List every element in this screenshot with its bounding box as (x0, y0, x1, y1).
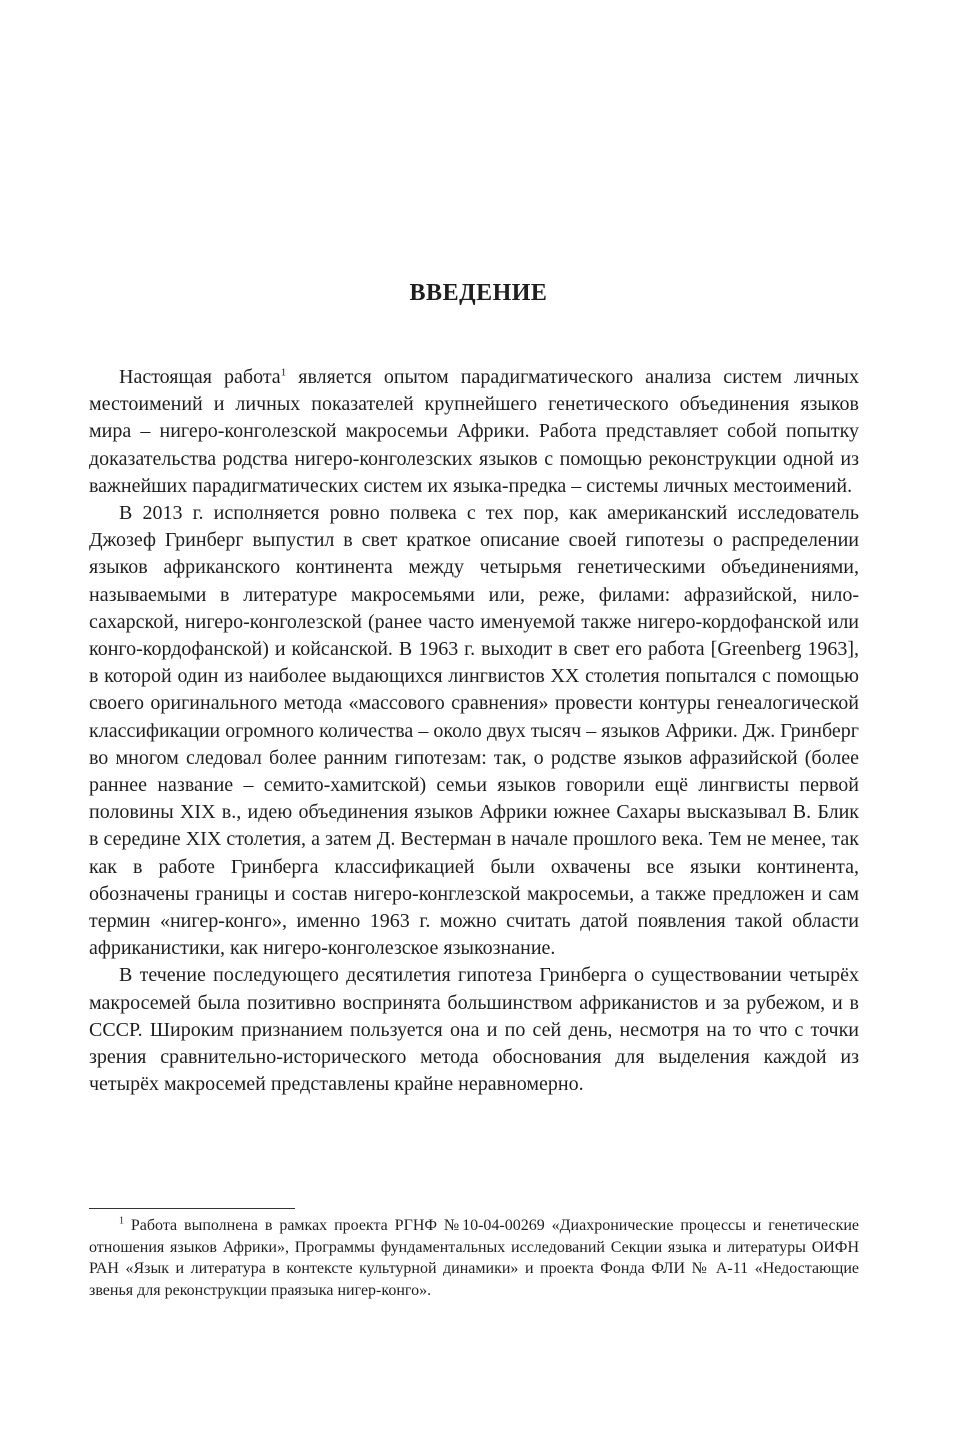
footnote-reference: 1 (280, 366, 287, 379)
paragraph-1-start: Настоящая работа (119, 366, 281, 388)
footnote-marker: 1 (119, 1215, 124, 1227)
chapter-title: ВВЕДЕНИЕ (409, 280, 548, 306)
paragraph-2: В 2013 г. исполняется ровно полвека с тех пор, как американский исследователь Джозеф Гринберг выпустил в свет краткое описание своей гипотезы о распределении языков африканского континента между четырьмя генетическими объединениями, называемыми в литературе макросемьями или, реже, филами: афразийской, нило-сахарской, нигеро-конголезской (ранее часто именуемой также нигеро-кордофанской или конго-кордофанской) и койсанской. В 1963 г. выходит в свет его работа [Greenberg 1963], в которой один из наиболее выдающихся лингвистов XX столетия попытался с помощью своего оригинального метода «массового сравнения» провести контуры генеалогической классификации огромного количества – около двух тысяч – языков Африки. Дж. Гринберг во многом следовал более ранним гипотезам: так, о родстве языков афразийской (более раннее название – семито-хамитской) семьи языков говорили ещё лингвисты первой половины XIX в., идею объединения языков Африки южнее Сахары высказывал В. Блик в середине XIX столетия, а затем Д. Вестерман в начале прошлого века. Тем не менее, так как в работе Гринберга классификацией были охвачены все языки континента, обозначены границы и состав нигеро-конглезской макросемьи, а также предложен и сам термин «нигер-конго», именно 1963 г. можно считать датой появления такой области африканистики, как нигеро-конголезское языкознание. (89, 502, 859, 960)
paragraph-1-rest: является опытом парадигматического анализа систем личных местоимений и личных показателей крупнейшего генетического объединения языков мира – нигеро-конголезской макросемьи Африки. Работа представляет собой попытку доказательства родства нигеро-конголезских языков с помощью реконструкции одной из важнейших парадигматических систем их языка-предка – системы личных местоимений. (89, 366, 859, 497)
footnote-divider (89, 1208, 295, 1209)
footnote-text: Работа выполнена в рамках проекта РГНФ №10-04-00269 «Диахронические процессы и генетические отношения языков Африки», Программы фундаментальных исследований Секции языка и литературы ОИФН РАН «Язык и литература в контексте культурной динамики» и проекта Фонда ФЛИ № А-11 «Недостающие звенья для реконструкции праязыка нигер-конго». (89, 1217, 859, 1299)
footnote (89, 1215, 859, 1301)
main-text (89, 364, 859, 1098)
paragraph-1 (89, 364, 859, 500)
paragraph-3: В течение последующего десятилетия гипотеза Гринберга о существовании четырёх макросемей была позитивно воспринята большинством африканистов и за рубежом, и в СССР. Широким признанием пользуется она и по сей день, несмотря на то что с точки зрения сравнительно-исторического метода обоснования для выделения каждой из четырёх макросемей представлены крайне неравномерно. (89, 964, 859, 1096)
